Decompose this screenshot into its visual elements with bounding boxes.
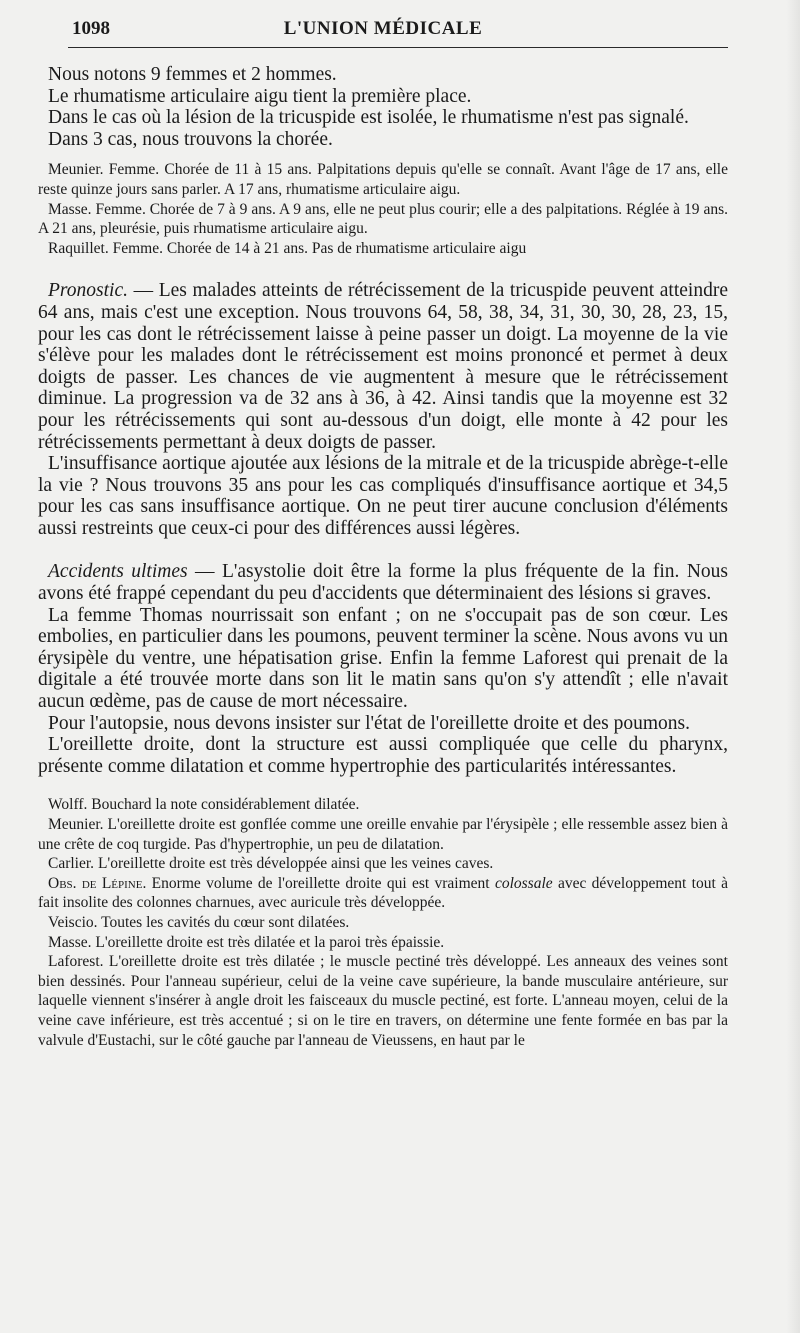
header-rule [68, 47, 728, 48]
observation-entry [38, 933, 728, 953]
case-entry [38, 160, 728, 199]
observation-text: Toutes les cavités du cœur sont dilatées. [97, 913, 350, 931]
pronostic-section [38, 280, 728, 539]
observation-text: Enorme volume de l'oreillette droite qui est vraiment [146, 874, 495, 892]
paragraph: La femme Thomas nourrissait son enfant ; on ne s'occupait pas de son cœur. Les embolies, en particulier dans les poumons, peuvent terminer la scène. Nous avons vu un érysipèle du ventre, une hépatisation grise. Enfin la femme Laforest qui prenait de la digitale a été trouvée morte dans son lit le matin sans qu'on s'y attendît ; elle n'avait aucun œdème, pas de cause de mort nécessaire. [38, 604, 728, 713]
paragraph [38, 561, 728, 604]
observation-text: L'oreillette droite est gonflée comme une oreille envahie par l'érysipèle ; elle ressemble assez bien à une crête de coq turgide. Pas d'hypertrophie, un peu de dilatation. [38, 816, 728, 853]
paragraph: L'insuffisance aortique ajoutée aux lésions de la mitrale et de la tricuspide abrège-t-elle la vie ? Nous trouvons 35 ans pour les cas compliqués d'insuffisance aortique et 34,5 pour les cas sans insuffisance aortique. On ne peut tirer aucune conclusion d'éléments aussi restreints que ceux-ci pour des différences aussi légères. [38, 453, 728, 539]
observation-name: Wolff. [48, 796, 88, 814]
observation-entry [38, 815, 728, 854]
case-text: Femme. Chorée de 14 à 21 ans. Pas de rhumatisme articulaire aigu [108, 239, 527, 257]
observation-name: Obs. de Lépine. [48, 874, 147, 892]
intro-section [38, 64, 728, 150]
case-list [38, 160, 728, 258]
observation-entry [38, 913, 728, 933]
observation-emphasis: colossale [494, 874, 553, 892]
observation-entry [38, 854, 728, 874]
observation-name: Meunier. [48, 816, 104, 833]
page-header [38, 0, 728, 50]
observation-text: L'oreillette droite est très dilatée ; le muscle pectiné très développé. Les anneaux des veines sont bien dessinés. Pour l'anneau supérieur, celui de la veine cave supérieure, la bande musculaire antérieure, sur laquelle viennent s'insérer à angle droit les faisceaux du muscle pectiné, est forte. L'anneau moyen, celui de la veine cave inférieure, est très accentué ; si on le tire en travers, on détermine une fente formée en bas par la valvule d'Eustachi, sur le côté gauche par l'anneau de Vieussens, en haut par le [38, 953, 728, 1049]
observation-text: L'oreillette droite est très développée ainsi que les veines caves. [94, 855, 494, 873]
page-edge-shadow [786, 0, 800, 1333]
case-name: Masse. [48, 200, 92, 218]
case-entry [38, 239, 728, 259]
section-heading: Pronostic. [48, 280, 128, 302]
observation-entry [38, 874, 728, 913]
observation-text: Bouchard la note considérablement dilatée. [87, 796, 360, 814]
paragraph: Pour l'autopsie, nous devons insister sur l'état de l'oreillette droite et des poumons. [48, 712, 691, 734]
observation-entry [38, 795, 728, 815]
paragraph-text: — Les malades atteints de rétrécissement de la tricuspide peuvent atteindre 64 ans, mais c'est une exception. Nous trouvons 64, 58, 38, 34, 31, 30, 30, 28, 23, 15, pour les cas dont le rétrécissement laisse à peine passer un doigt. La moyenne de la vie s'élève pour les malades dont le rétrécissement est moins prononcé et permet à deux doigts de passer. Les chances de vie augmentent à mesure que le rétrécissement diminue. La progression va de 32 ans à 36, à 42. Ainsi tandis que la moyenne est 32 pour les rétrécissements qui sont au-dessous d'un doigt, elle monte à 42 pour les rétrécissements permettant à deux doigts de passer. [38, 280, 728, 453]
paragraph: Nous notons 9 femmes et 2 hommes. [48, 64, 337, 85]
section-heading: Accidents ultimes [48, 561, 188, 583]
observation-name: Veiscio. [48, 913, 98, 931]
observation-name: Masse. [48, 933, 92, 951]
observation-list [38, 795, 728, 1050]
accidents-section [38, 561, 728, 777]
case-entry [38, 200, 728, 239]
case-name: Raquillet. [48, 239, 109, 257]
observation-name: Carlier. [48, 855, 95, 873]
paragraph: L'oreillette droite, dont la structure est aussi compliquée que celle du pharynx, présente comme dilatation et comme hypertrophie des particularités intéressantes. [38, 734, 728, 777]
paragraph: Le rhumatisme articulaire aigu tient la première place. [48, 85, 472, 107]
paragraph [38, 280, 728, 453]
paragraph: Dans le cas où la lésion de la tricuspide est isolée, le rhumatisme n'est pas signalé. [48, 107, 689, 129]
case-name: Meunier. [48, 161, 104, 179]
observation-entry [38, 952, 728, 1050]
observation-text: avec développement tout à fait insolite des colonnes charnues, avec auricule très développée. [38, 874, 728, 912]
running-title: L'UNION MÉDICALE [283, 18, 483, 39]
observation-name: Laforest. [48, 953, 104, 971]
page-number: 1098 [72, 18, 110, 39]
case-text: Femme. Chorée de 7 à 9 ans. A 9 ans, elle ne peut plus courir; elle a des palpitations. Réglée à 19 ans. A 21 ans, pleurésie, puis rhumatisme articulaire aigu. [38, 200, 728, 238]
paragraph-text: — L'asystolie doit être la forme la plus fréquente de la fin. Nous avons été frappé cependant du peu d'accidents que déterminaient des lésions si graves. [38, 561, 728, 605]
case-text: Femme. Chorée de 11 à 15 ans. Palpitations depuis qu'elle se connaît. Avant l'âge de 17 ans, elle reste quinze jours sans parler. A 17 ans, rhumatisme articulaire aigu. [38, 161, 728, 198]
observation-text: L'oreillette droite est très dilatée et la paroi très épaissie. [91, 933, 445, 951]
paragraph: Dans 3 cas, nous trouvons la chorée. [48, 128, 333, 150]
